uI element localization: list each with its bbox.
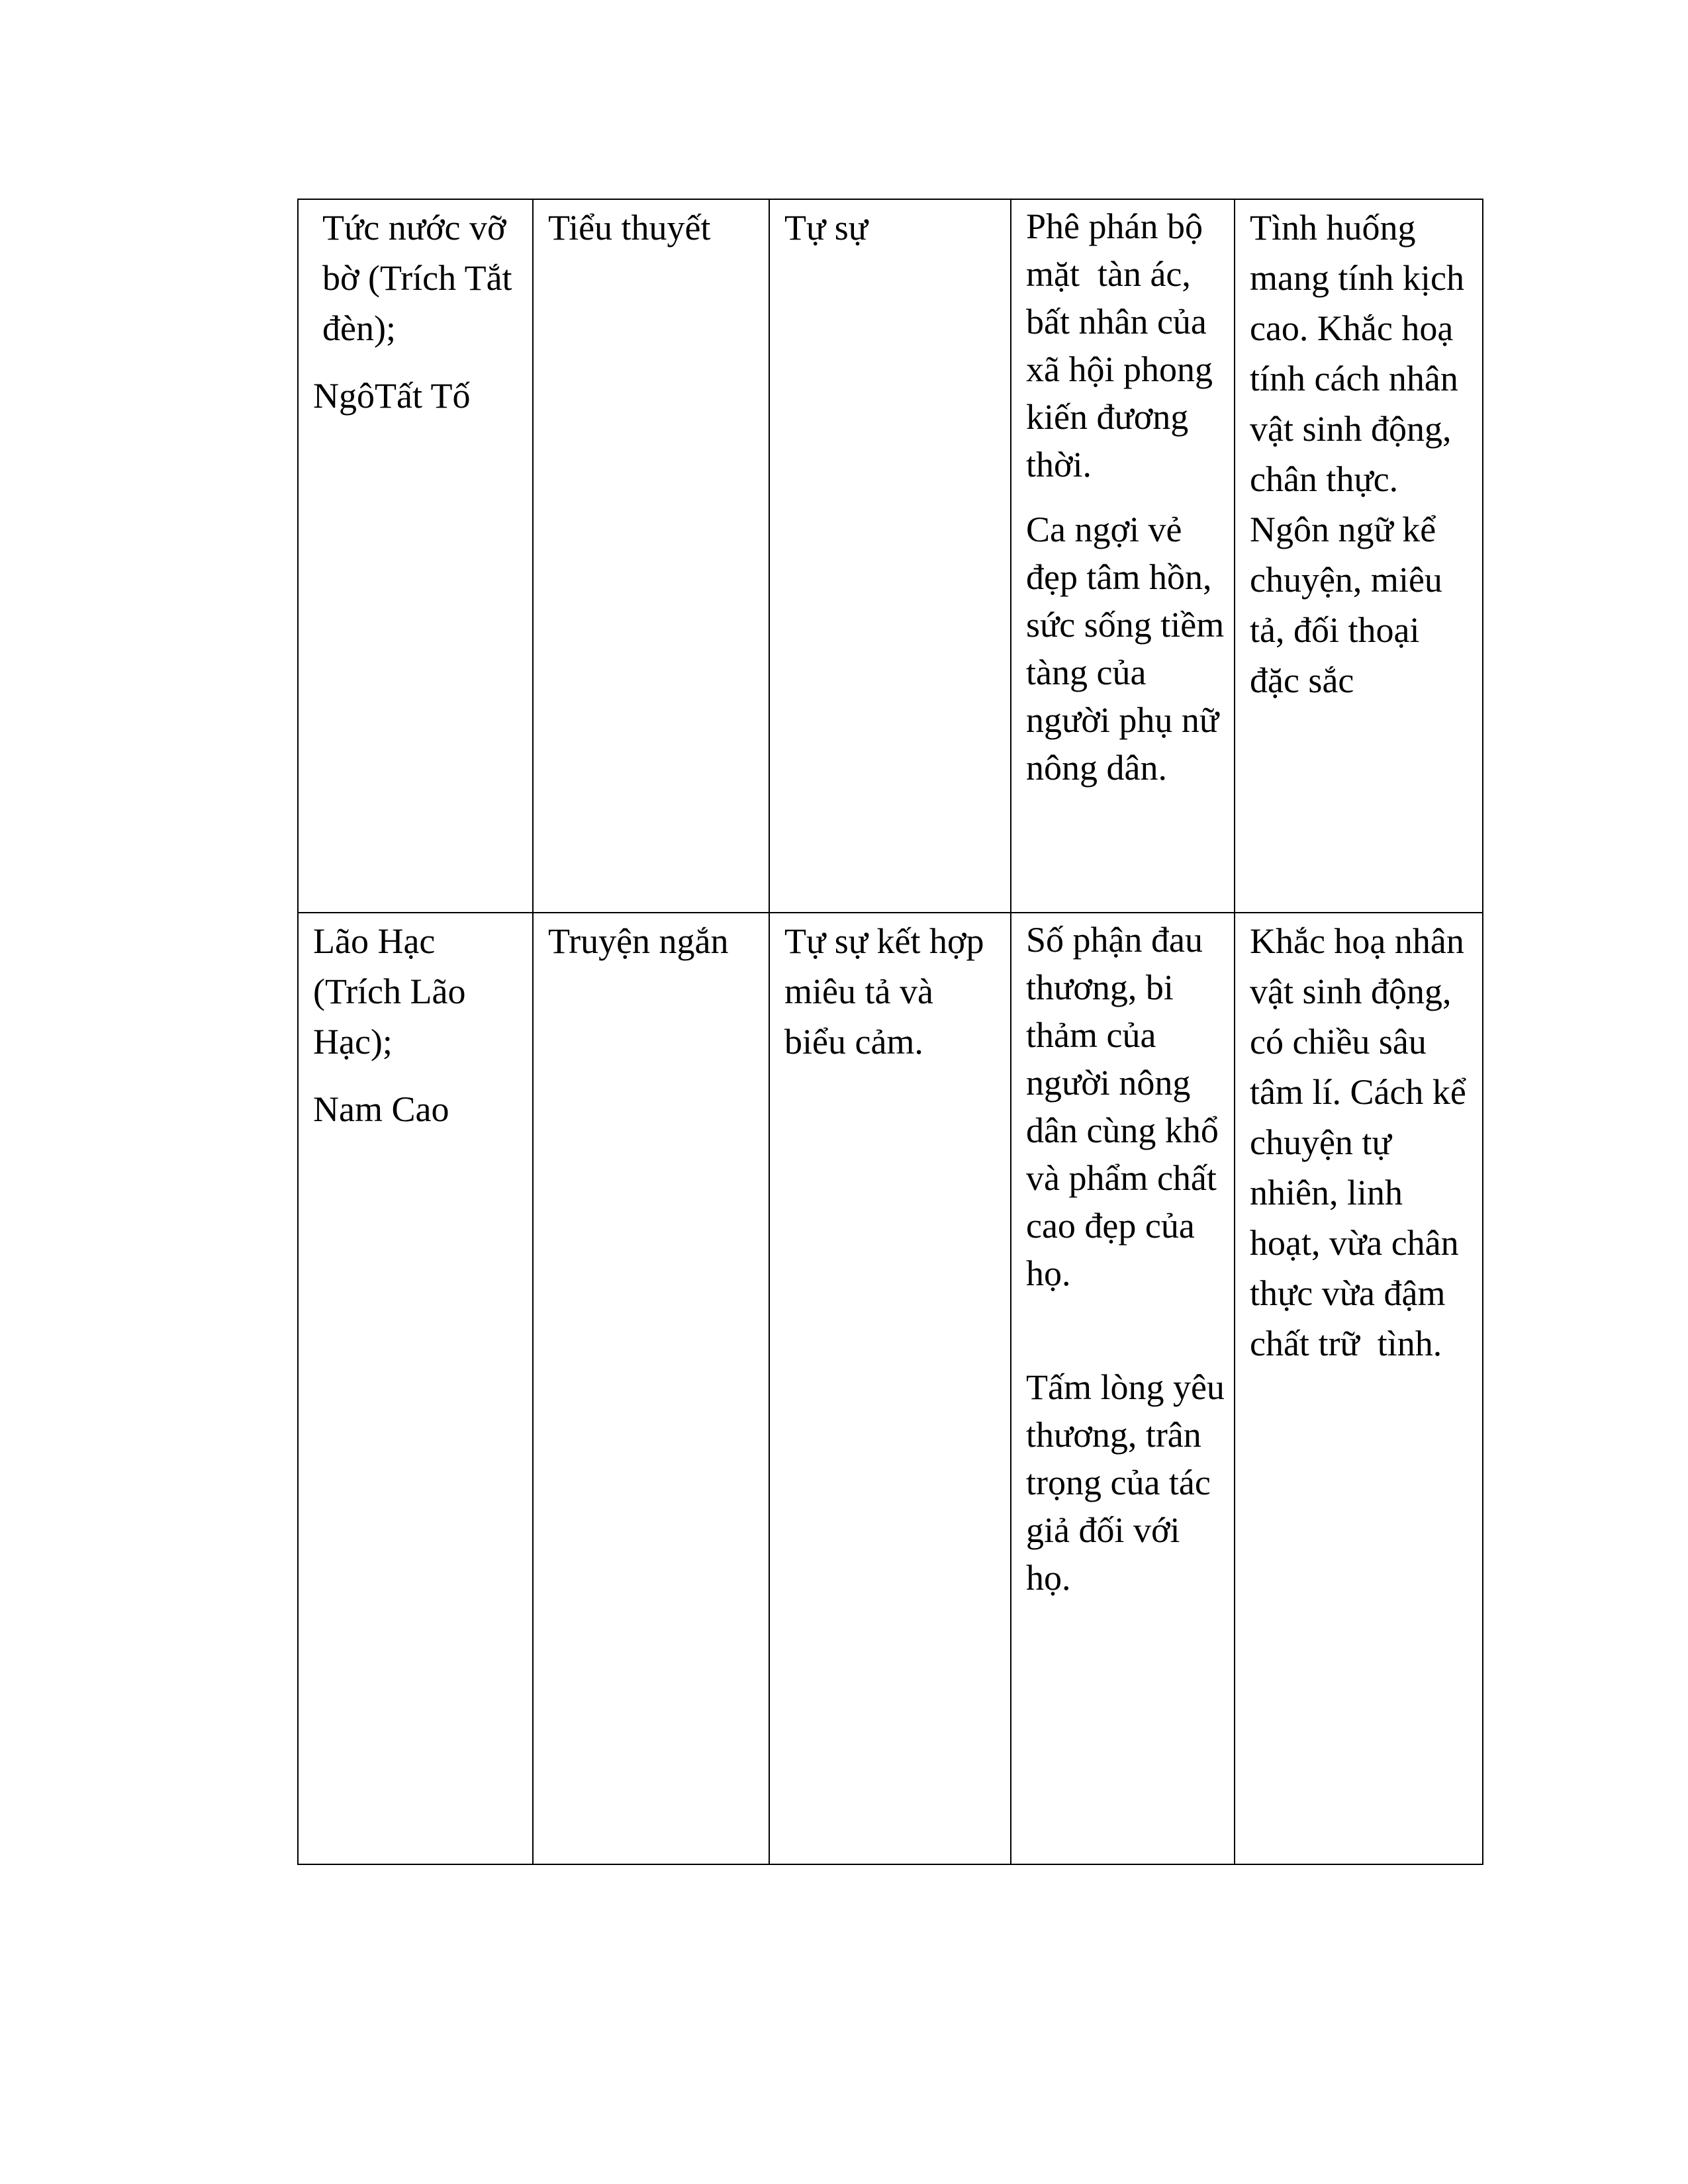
work-title: Tức nước vỡ bờ (Trích Tắt đèn);: [322, 208, 522, 348]
mode-text: Tự sự kết hợp miêu tả và biểu cảm.: [784, 921, 994, 1062]
cell-mode: [769, 199, 1011, 913]
table-row: [298, 199, 1483, 913]
literature-table: [297, 199, 1483, 1865]
art-text: Tình huống mang tính kịch cao. Khắc hoạ tính cách nhân vật sinh động, chân thực. Ngôn ngữ kể chuyện, miêu tả, đối thoại đặc sắc: [1250, 208, 1474, 700]
work-author: NgôTất Tố: [313, 376, 471, 416]
mode-text: Tự sự: [784, 208, 868, 248]
cell-art: [1235, 913, 1483, 1864]
cell-theme: [1011, 199, 1235, 913]
cell-theme: [1011, 913, 1235, 1864]
table-row: [298, 913, 1483, 1864]
work-title: Lão Hạc (Trích Lão Hạc);: [313, 921, 475, 1062]
theme-paragraph: Số phận đau thương, bi thảm của người nông dân cùng khổ và phẩm chất cao đẹp của họ.: [1026, 920, 1228, 1293]
cell-art: [1235, 199, 1483, 913]
cell-genre: [533, 199, 769, 913]
genre-text: Truyện ngắn: [548, 921, 729, 961]
cell-work: [298, 199, 533, 913]
theme-paragraph: Phê phán bộ mặt tàn ác, bất nhân của xã hội phong kiến đương thời.: [1026, 206, 1222, 484]
cell-genre: [533, 913, 769, 1864]
art-text: Khắc hoạ nhân vật sinh động, có chiều sâu tâm lí. Cách kể chuyện tự nhiên, linh hoạt, vừa chân thực vừa đậm chất trữ tình.: [1250, 921, 1476, 1363]
work-author: Nam Cao: [313, 1089, 449, 1129]
theme-paragraph: Tấm lòng yêu thương, trân trọng của tác giả đối với họ.: [1026, 1367, 1234, 1598]
theme-paragraph: Ca ngợi vẻ đẹp tâm hồn, sức sống tiềm tàng của người phụ nữ nông dân.: [1026, 510, 1233, 788]
genre-text: Tiểu thuyết: [548, 208, 711, 248]
cell-work: [298, 913, 533, 1864]
cell-mode: [769, 913, 1011, 1864]
